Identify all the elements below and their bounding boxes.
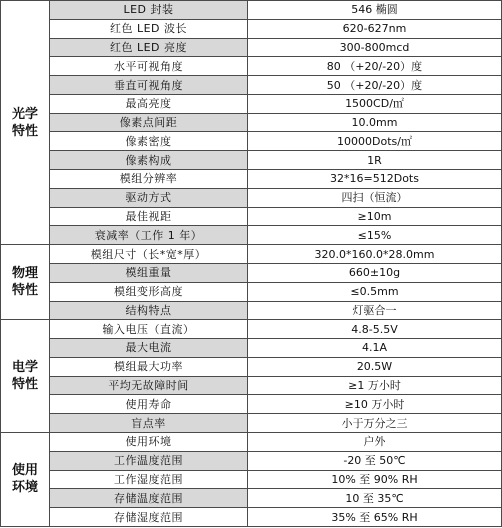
spec-value: 35% 至 65% RH <box>248 508 502 527</box>
table-row <box>1 282 502 301</box>
table-row <box>1 357 502 376</box>
table-row <box>1 395 502 414</box>
table-row <box>1 170 502 189</box>
spec-label: 模组分辨率 <box>50 170 248 189</box>
spec-label: 驱动方式 <box>50 188 248 207</box>
spec-label: 输入电压（直流） <box>50 320 248 339</box>
spec-label: 结构特点 <box>50 301 248 320</box>
table-row <box>1 301 502 320</box>
spec-value: 1R <box>248 151 502 170</box>
table-row <box>1 1 502 20</box>
spec-value: 300-800mcd <box>248 38 502 57</box>
table-row <box>1 38 502 57</box>
spec-value: -20 至 50℃ <box>248 451 502 470</box>
spec-value: 户外 <box>248 432 502 451</box>
spec-value: 620-627nm <box>248 19 502 38</box>
table-row <box>1 76 502 95</box>
table-row <box>1 451 502 470</box>
spec-value: 10 至 35℃ <box>248 489 502 508</box>
table-row <box>1 339 502 358</box>
spec-value: 32*16=512Dots <box>248 170 502 189</box>
category-cell <box>1 245 50 320</box>
spec-label: 最大电流 <box>50 339 248 358</box>
table-row <box>1 376 502 395</box>
category-label: 电学 特性 <box>11 360 38 393</box>
spec-value: 320.0*160.0*28.0mm <box>248 245 502 264</box>
table-row <box>1 508 502 527</box>
table-row <box>1 470 502 489</box>
spec-value: ≥10m <box>248 207 502 226</box>
spec-label: 模组尺寸（长*宽*厚） <box>50 245 248 264</box>
spec-label: 工作温度范围 <box>50 451 248 470</box>
spec-value: ≥1 万小时 <box>248 376 502 395</box>
table-row <box>1 57 502 76</box>
spec-label: 使用环境 <box>50 432 248 451</box>
spec-label: LED 封装 <box>50 1 248 20</box>
spec-label: 盲点率 <box>50 414 248 433</box>
spec-label: 像素密度 <box>50 132 248 151</box>
spec-value: 546 椭圆 <box>248 1 502 20</box>
spec-value: 10000Dots/㎡ <box>248 132 502 151</box>
table-row <box>1 245 502 264</box>
table-row <box>1 226 502 245</box>
table-row <box>1 19 502 38</box>
spec-label: 最高亮度 <box>50 94 248 113</box>
table-row <box>1 94 502 113</box>
spec-label: 模组最大功率 <box>50 357 248 376</box>
spec-value: 10% 至 90% RH <box>248 470 502 489</box>
spec-label: 存储温度范围 <box>50 489 248 508</box>
table-row <box>1 263 502 282</box>
spec-value: ≤15% <box>248 226 502 245</box>
spec-label: 水平可视角度 <box>50 57 248 76</box>
spec-label: 像素点间距 <box>50 113 248 132</box>
spec-label: 模组变形高度 <box>50 282 248 301</box>
spec-value: ≤0.5mm <box>248 282 502 301</box>
category-cell <box>1 320 50 433</box>
spec-value: 灯驱合一 <box>248 301 502 320</box>
category-label: 光学 特性 <box>11 106 38 139</box>
category-cell <box>1 432 50 526</box>
spec-value: 10.0mm <box>248 113 502 132</box>
spec-label: 平均无故障时间 <box>50 376 248 395</box>
table-row <box>1 320 502 339</box>
category-cell <box>1 1 50 245</box>
spec-label: 红色 LED 亮度 <box>50 38 248 57</box>
spec-value: 4.8-5.5V <box>248 320 502 339</box>
table-row <box>1 188 502 207</box>
spec-label: 工作湿度范围 <box>50 470 248 489</box>
spec-value: 20.5W <box>248 357 502 376</box>
table-row <box>1 113 502 132</box>
category-label: 使用 环境 <box>11 463 38 496</box>
table-row <box>1 414 502 433</box>
category-label: 物理 特性 <box>11 266 38 299</box>
spec-label: 模组重量 <box>50 263 248 282</box>
spec-value: 四扫（恒流） <box>248 188 502 207</box>
spec-value: 80 （+20/-20）度 <box>248 57 502 76</box>
spec-value: 小于万分之三 <box>248 414 502 433</box>
table-row <box>1 432 502 451</box>
spec-value: 50 （+20/-20）度 <box>248 76 502 95</box>
table-row <box>1 132 502 151</box>
spec-label: 红色 LED 波长 <box>50 19 248 38</box>
table-row <box>1 207 502 226</box>
spec-label: 像素构成 <box>50 151 248 170</box>
spec-value: 4.1A <box>248 339 502 358</box>
table-row <box>1 151 502 170</box>
spec-value: 660±10g <box>248 263 502 282</box>
table-row <box>1 489 502 508</box>
spec-label: 垂直可视角度 <box>50 76 248 95</box>
spec-value: ≥10 万小时 <box>248 395 502 414</box>
spec-label: 存储湿度范围 <box>50 508 248 527</box>
spec-label: 最佳视距 <box>50 207 248 226</box>
spec-label: 衰减率（工作 1 年） <box>50 226 248 245</box>
spec-value: 1500CD/㎡ <box>248 94 502 113</box>
spec-label: 使用寿命 <box>50 395 248 414</box>
